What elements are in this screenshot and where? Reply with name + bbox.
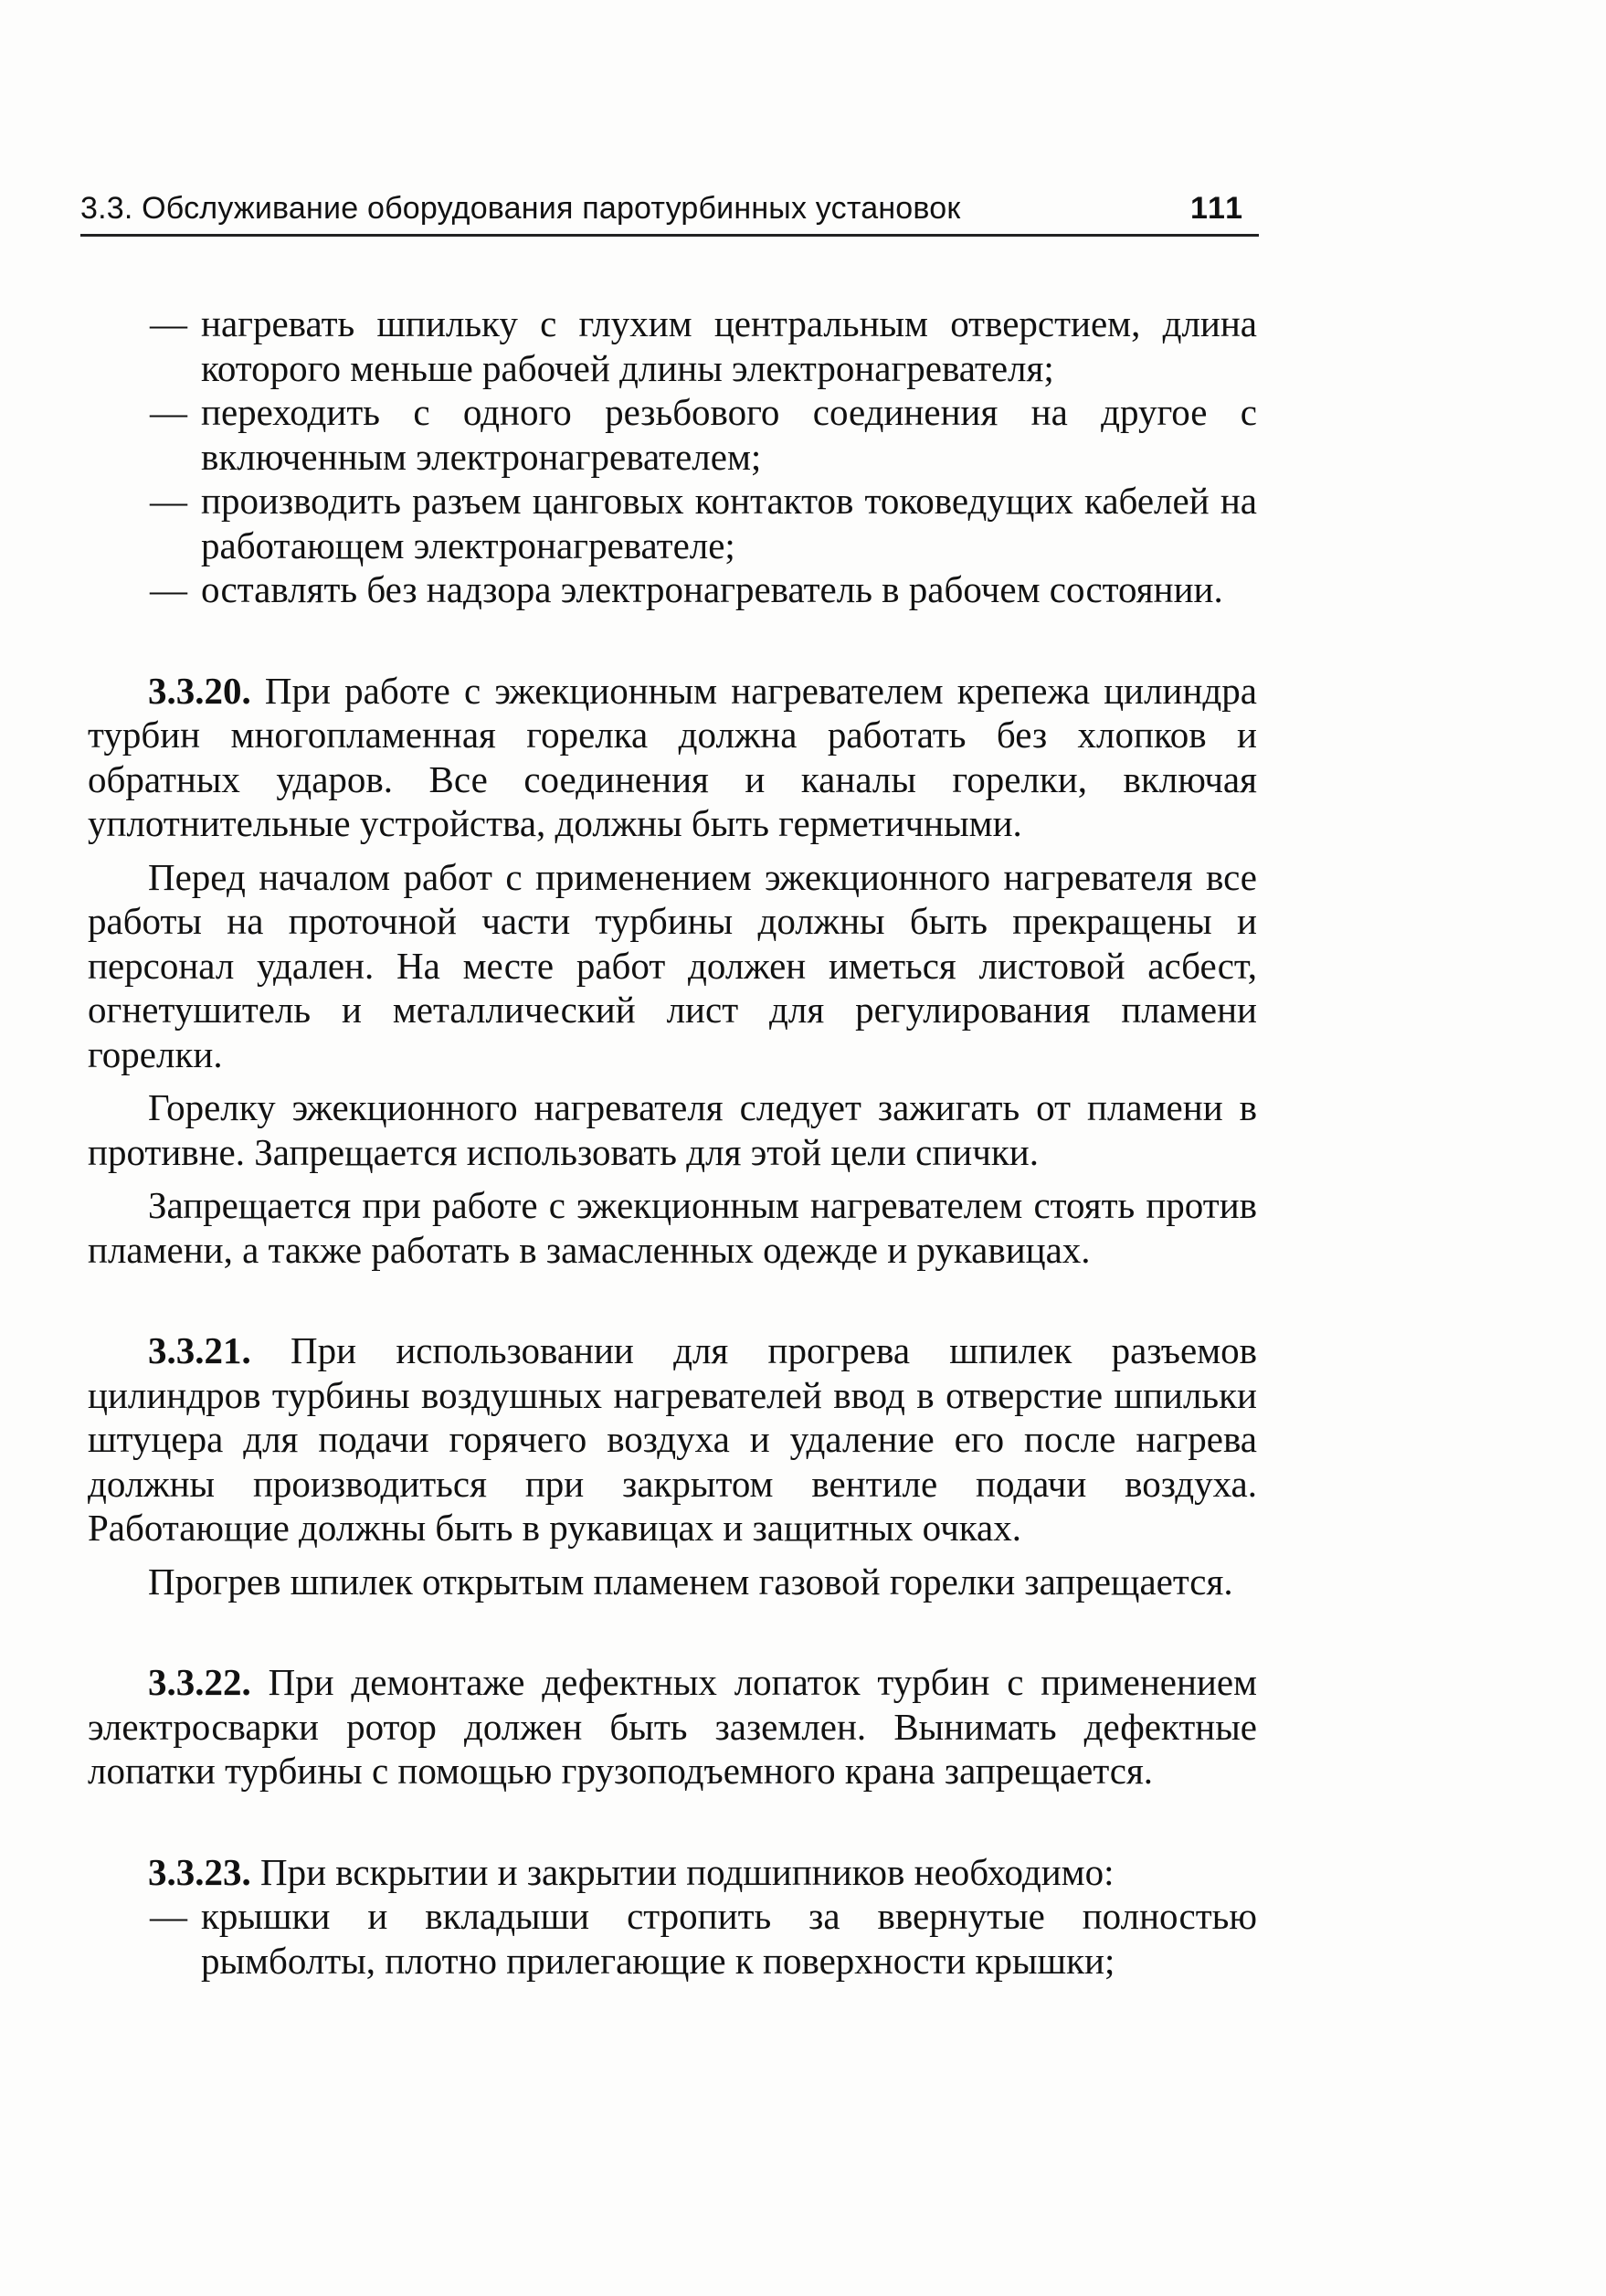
page-number: 111 [1190,191,1244,226]
section-3-3-22 [88,1660,1257,1793]
dash-mark: — [150,480,187,522]
paragraph-text: При вскрытии и закрытии подшипников необходимо: [250,1850,1115,1893]
list-item-text: крышки и вкладыши стропить за ввернутые полностью рымболты, плотно прилегающие к поверхности крышки; [201,1895,1257,1982]
section-number: 3.3.20. [148,669,251,712]
list-item [88,302,1257,390]
dash-mark: — [150,391,187,433]
section-number: 3.3.23. [148,1850,251,1893]
intro-list [88,302,1257,612]
bearing-list [88,1894,1257,1983]
dash-mark: — [150,568,187,610]
section-number: 3.3.21. [148,1329,251,1371]
dash-mark: — [150,302,187,344]
section-number: 3.3.22. [148,1661,251,1703]
list-item-text: нагревать шпильку с глухим центральным отверстием, длина которого меньше рабочей длины электронагревателя; [201,302,1257,389]
running-header [80,183,1259,237]
paragraph-text: При демонтаже дефектных лопаток турбин с применением электросварки ротор должен быть заземлен. Вынимать дефектные лопатки турбины с помощью грузоподъемного крана запрещается. [88,1661,1257,1792]
list-item [88,567,1257,612]
paragraph: Горелку эжекционного нагревателя следует зажигать от пламени в противне. Запрещается использовать для этой цели спички. [88,1086,1257,1173]
page-body [88,302,1257,1983]
section-3-3-20 [88,669,1257,1273]
list-item-text: переходить с одного резьбового соединения на другое с включенным электронагревателем; [201,391,1257,478]
paragraph [88,1328,1257,1550]
paragraph-text: При работе с эжекционным нагревателем крепежа цилиндра турбин многопламенная горелка должна работать без хлопков и обратных ударов. Все соединения и каналы горелки, включая уплотнительные устройства, должны быть герметичными. [88,669,1257,844]
paragraph: Прогрев шпилек открытым пламенем газовой горелки запрещается. [148,1560,1233,1603]
paragraph [88,1850,1257,1895]
paragraph-text: При использовании для прогрева шпилек разъемов цилиндров турбины воздушных нагревателей ввод в отверстие шпильки штуцера для подачи горячего воздуха и удаление его после нагрева должны производиться при закрытом вентиле подачи воздуха. Работающие должны быть в рукавицах и защитных очках. [88,1329,1257,1549]
dash-mark: — [150,1895,187,1937]
list-item [88,479,1257,567]
list-item-text: производить разъем цанговых контактов токоведущих кабелей на работающем электронагревателе; [201,480,1257,566]
list-item [88,390,1257,479]
list-item [88,1894,1257,1983]
paragraph: Запрещается при работе с эжекционным нагревателем стоять против пламени, а также работать в замасленных одежде и рукавицах. [88,1184,1257,1271]
list-item-text: оставлять без надзора электронагреватель в рабочем состоянии. [201,568,1223,610]
section-3-3-21 [88,1328,1257,1603]
header-title: 3.3. Обслуживание оборудования паротурбинных установок [80,191,961,226]
section-3-3-23 [88,1850,1257,1984]
paragraph [88,1660,1257,1793]
paragraph [88,669,1257,846]
paragraph: Перед началом работ с применением эжекционного нагревателя все работы на проточной части турбины должны быть прекращены и персонал удален. На месте работ должен иметься листовой асбест, огнетушитель и металлический лист для регулирования пламени горелки. [88,855,1257,1075]
